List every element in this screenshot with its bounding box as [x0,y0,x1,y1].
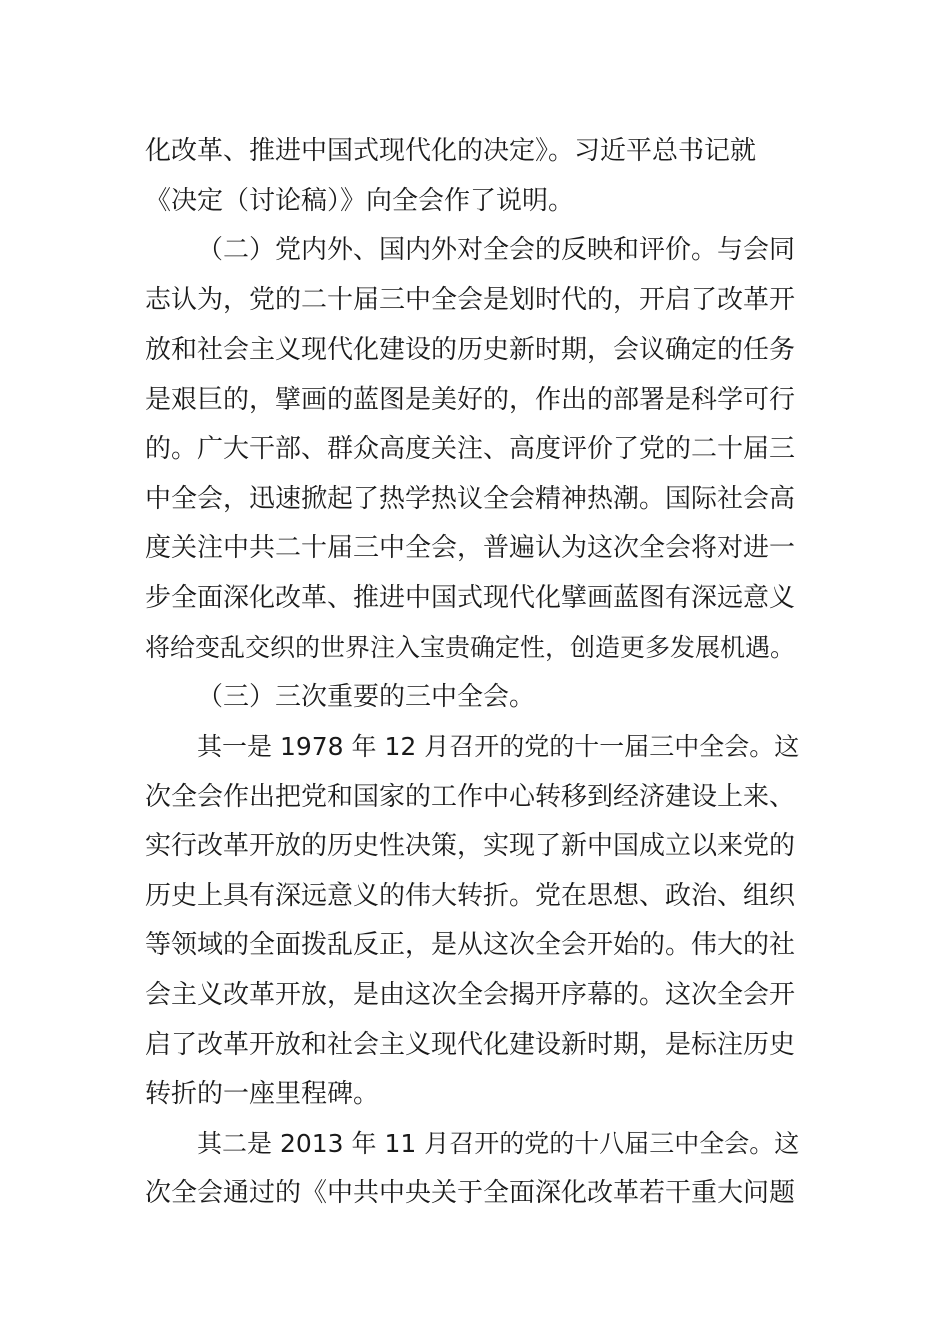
text-line-7: 的。广大干部、群众高度关注、高度评价了党的二十届三 [145,434,796,464]
text-line-5: 放和社会主义现代化建设的历史新时期，会议确定的任务 [145,335,796,365]
text-line-19: 启了改革开放和社会主义现代化建设新时期，是标注历史 [145,1030,796,1060]
section-heading-3: （三）三次重要的三中全会。 [197,682,536,712]
text-line-22: 次全会通过的《中共中央关于全面深化改革若干重大问题 [145,1178,796,1208]
section-heading-2: （二）党内外、国内外对全会的反映和评价。与会同 [197,235,796,265]
text-line-18: 会主义改革开放，是由这次全会揭开序幕的。这次全会开 [145,980,796,1010]
text-line-1: 化改革、推进中国式现代化的决定》。习近平总书记就 [145,136,757,166]
text-line-10: 步全面深化改革、推进中国式现代化擘画蓝图有深远意义 [145,583,796,613]
text-line-11: 将给变乱交织的世界注入宝贵确定性，创造更多发展机遇。 [145,633,796,662]
text-line-2: 《决定（讨论稿）》向全会作了说明。 [145,186,575,216]
text-line-6: 是艰巨的，擘画的蓝图是美好的，作出的部署是科学可行 [145,385,796,415]
text-line-15: 实行改革开放的历史性决策，实现了新中国成立以来党的 [145,831,796,861]
text-line-9: 度关注中共二十届三中全会，普遍认为这次全会将对进一 [145,533,796,563]
text-line-17: 等领域的全面拨乱反正，是从这次全会开始的。伟大的社 [145,930,796,960]
text-line-14: 次全会作出把党和国家的工作中心转移到经济建设上来、 [145,782,796,812]
text-line-20: 转折的一座里程碑。 [145,1079,380,1109]
text-line-4: 志认为，党的二十届三中全会是划时代的，开启了改革开 [145,285,796,315]
text-line-21: 其二是 2013 年 11 月召开的党的十八届三中全会。这 [197,1129,800,1158]
text-line-8: 中全会，迅速掀起了热学热议全会精神热潮。国际社会高 [145,484,796,514]
text-line-13: 其一是 1978 年 12 月召开的党的十一届三中全会。这 [197,732,800,761]
text-line-16: 历史上具有深远意义的伟大转折。党在思想、政治、组织 [145,881,796,911]
